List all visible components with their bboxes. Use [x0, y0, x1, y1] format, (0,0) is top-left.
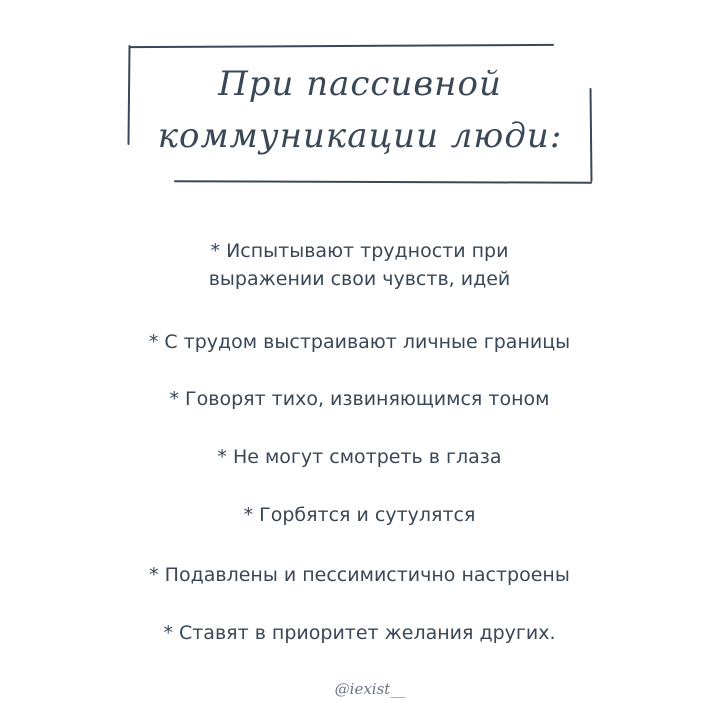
list-item-pessimistic [20, 561, 699, 589]
list-item-hunch [20, 501, 699, 529]
author-signature: @iexist__ [334, 680, 406, 698]
list-item-boundaries [20, 328, 699, 356]
list-item-difficulty-expressing [20, 237, 699, 293]
list-item-line-1: * Не могут смотреть в глаза [217, 446, 502, 468]
list-item-line-1: * Горбятся и сутулятся [243, 504, 476, 526]
list-item-line-2: выражении свои чувств, идей [208, 268, 511, 290]
list-item-line-1: * С трудом выстраивают личные границы [148, 331, 571, 353]
title-frame-bottom-stroke [174, 180, 592, 183]
page-title [130, 58, 590, 162]
title-line-1: При пассивной [218, 64, 502, 104]
title-frame-top-stroke [129, 44, 554, 48]
list-item-line-1: * Говорят тихо, извиняющимся тоном [169, 388, 550, 410]
list-item-line-1: * Подавлены и пессимистично настроены [149, 564, 570, 586]
title-line-2: коммуникации люди: [157, 116, 563, 156]
list-item-line-1: * Испытывают трудности при [210, 240, 509, 262]
list-item-others-first [20, 619, 699, 647]
list-item-speak-quietly [20, 385, 699, 413]
list-item-line-1: * Ставят в приоритет желания других. [163, 622, 556, 644]
list-item-eye-contact [20, 443, 699, 471]
